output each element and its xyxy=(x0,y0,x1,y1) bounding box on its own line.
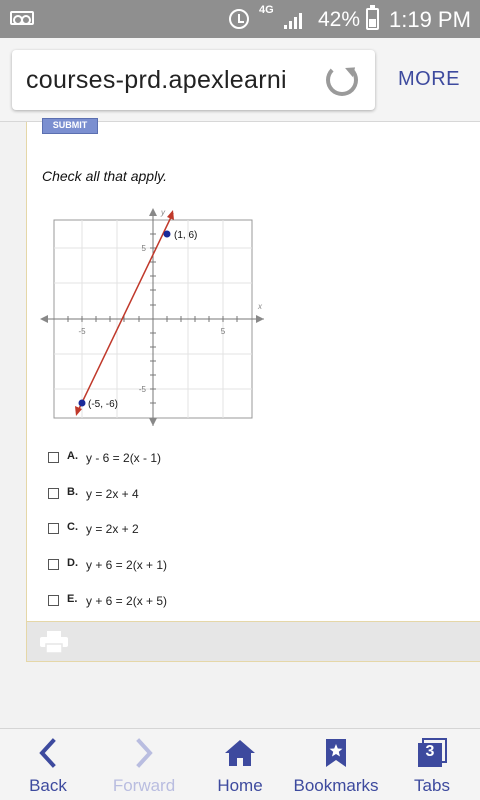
option-c-checkbox[interactable] xyxy=(48,523,59,534)
option-a[interactable] xyxy=(48,448,348,468)
x-tick-pos5: 5 xyxy=(220,327,226,336)
option-d-letter: D. xyxy=(67,557,78,569)
point-neg5-neg6 xyxy=(79,400,85,406)
point-b-label: (-5, -6) xyxy=(88,399,118,410)
nav-home[interactable] xyxy=(192,729,288,800)
battery-percent: 42% xyxy=(318,8,361,31)
option-e[interactable] xyxy=(48,591,348,611)
nav-tabs[interactable] xyxy=(384,729,480,800)
address-bar[interactable] xyxy=(12,50,375,110)
option-b-checkbox[interactable] xyxy=(48,488,59,499)
page-content xyxy=(0,122,480,728)
option-e-letter: E. xyxy=(67,593,78,605)
option-d[interactable] xyxy=(48,555,348,575)
coordinate-graph xyxy=(40,208,272,426)
clock: 1:19 PM xyxy=(389,7,471,32)
option-b[interactable] xyxy=(48,484,348,504)
point-1-6 xyxy=(164,231,170,237)
y-tick-neg5: -5 xyxy=(138,385,146,394)
instruction-text: Check all that apply. xyxy=(42,168,168,184)
option-c-letter: C. xyxy=(67,521,78,533)
battery-icon xyxy=(366,8,379,30)
line-arrow-top xyxy=(167,210,174,220)
option-d-checkbox[interactable] xyxy=(48,559,59,570)
page-footer-bar xyxy=(26,622,480,662)
x-axis-label: x xyxy=(258,302,262,311)
option-a-equation: y - 6 = 2(x - 1) xyxy=(86,451,162,465)
y-axis-label: y xyxy=(161,208,165,217)
x-axis-arrow-right xyxy=(256,315,264,323)
status-bar xyxy=(0,0,480,38)
nav-forward-label[interactable]: Forward xyxy=(112,776,176,795)
nav-home-label[interactable]: Home xyxy=(217,776,263,795)
more-button[interactable]: MORE xyxy=(398,68,460,90)
nav-forward[interactable] xyxy=(96,729,192,800)
nav-bookmarks[interactable] xyxy=(288,729,384,800)
option-a-checkbox[interactable] xyxy=(48,452,59,463)
submit-button[interactable]: SUBMIT xyxy=(42,118,98,134)
home-icon[interactable] xyxy=(225,738,255,768)
bookmark-icon[interactable] xyxy=(321,738,351,768)
option-c[interactable] xyxy=(48,519,348,539)
option-b-letter: B. xyxy=(67,486,78,498)
graph-svg xyxy=(40,208,272,426)
y-axis-arrow-top xyxy=(149,208,157,216)
signal-icon xyxy=(283,10,307,30)
nav-back[interactable] xyxy=(0,729,96,800)
option-b-equation: y = 2x + 4 xyxy=(86,487,139,501)
alarm-icon xyxy=(229,9,249,29)
url-text[interactable]: courses-prd.apexlearni xyxy=(26,66,287,94)
option-d-equation: y + 6 = 2(x + 1) xyxy=(86,558,168,572)
network-type-icon: 4G xyxy=(259,4,274,16)
option-a-letter: A. xyxy=(67,450,78,462)
nav-back-label[interactable]: Back xyxy=(29,776,67,795)
nav-tabs-label[interactable]: Tabs xyxy=(414,776,450,795)
y-tick-pos5: 5 xyxy=(141,244,146,253)
y-axis-arrow-bottom xyxy=(149,418,157,426)
voicemail-icon xyxy=(10,11,34,25)
reload-icon[interactable] xyxy=(326,64,358,96)
tabs-icon[interactable] xyxy=(417,738,447,768)
x-tick-neg5: -5 xyxy=(78,327,86,336)
browser-toolbar xyxy=(0,38,480,122)
point-a-label: (1, 6) xyxy=(174,230,198,241)
bottom-navigation xyxy=(0,728,480,800)
x-axis-arrow-left xyxy=(40,315,48,323)
nav-bookmarks-label[interactable]: Bookmarks xyxy=(293,776,379,795)
option-e-checkbox[interactable] xyxy=(48,595,59,606)
tabs-count: 3 xyxy=(425,743,435,760)
printer-icon[interactable] xyxy=(40,631,68,653)
option-c-equation: y = 2x + 2 xyxy=(86,522,139,536)
back-arrow-icon[interactable] xyxy=(33,738,63,768)
option-e-equation: y + 6 = 2(x + 5) xyxy=(86,594,168,608)
question-panel xyxy=(26,122,480,622)
forward-arrow-icon[interactable] xyxy=(129,738,159,768)
